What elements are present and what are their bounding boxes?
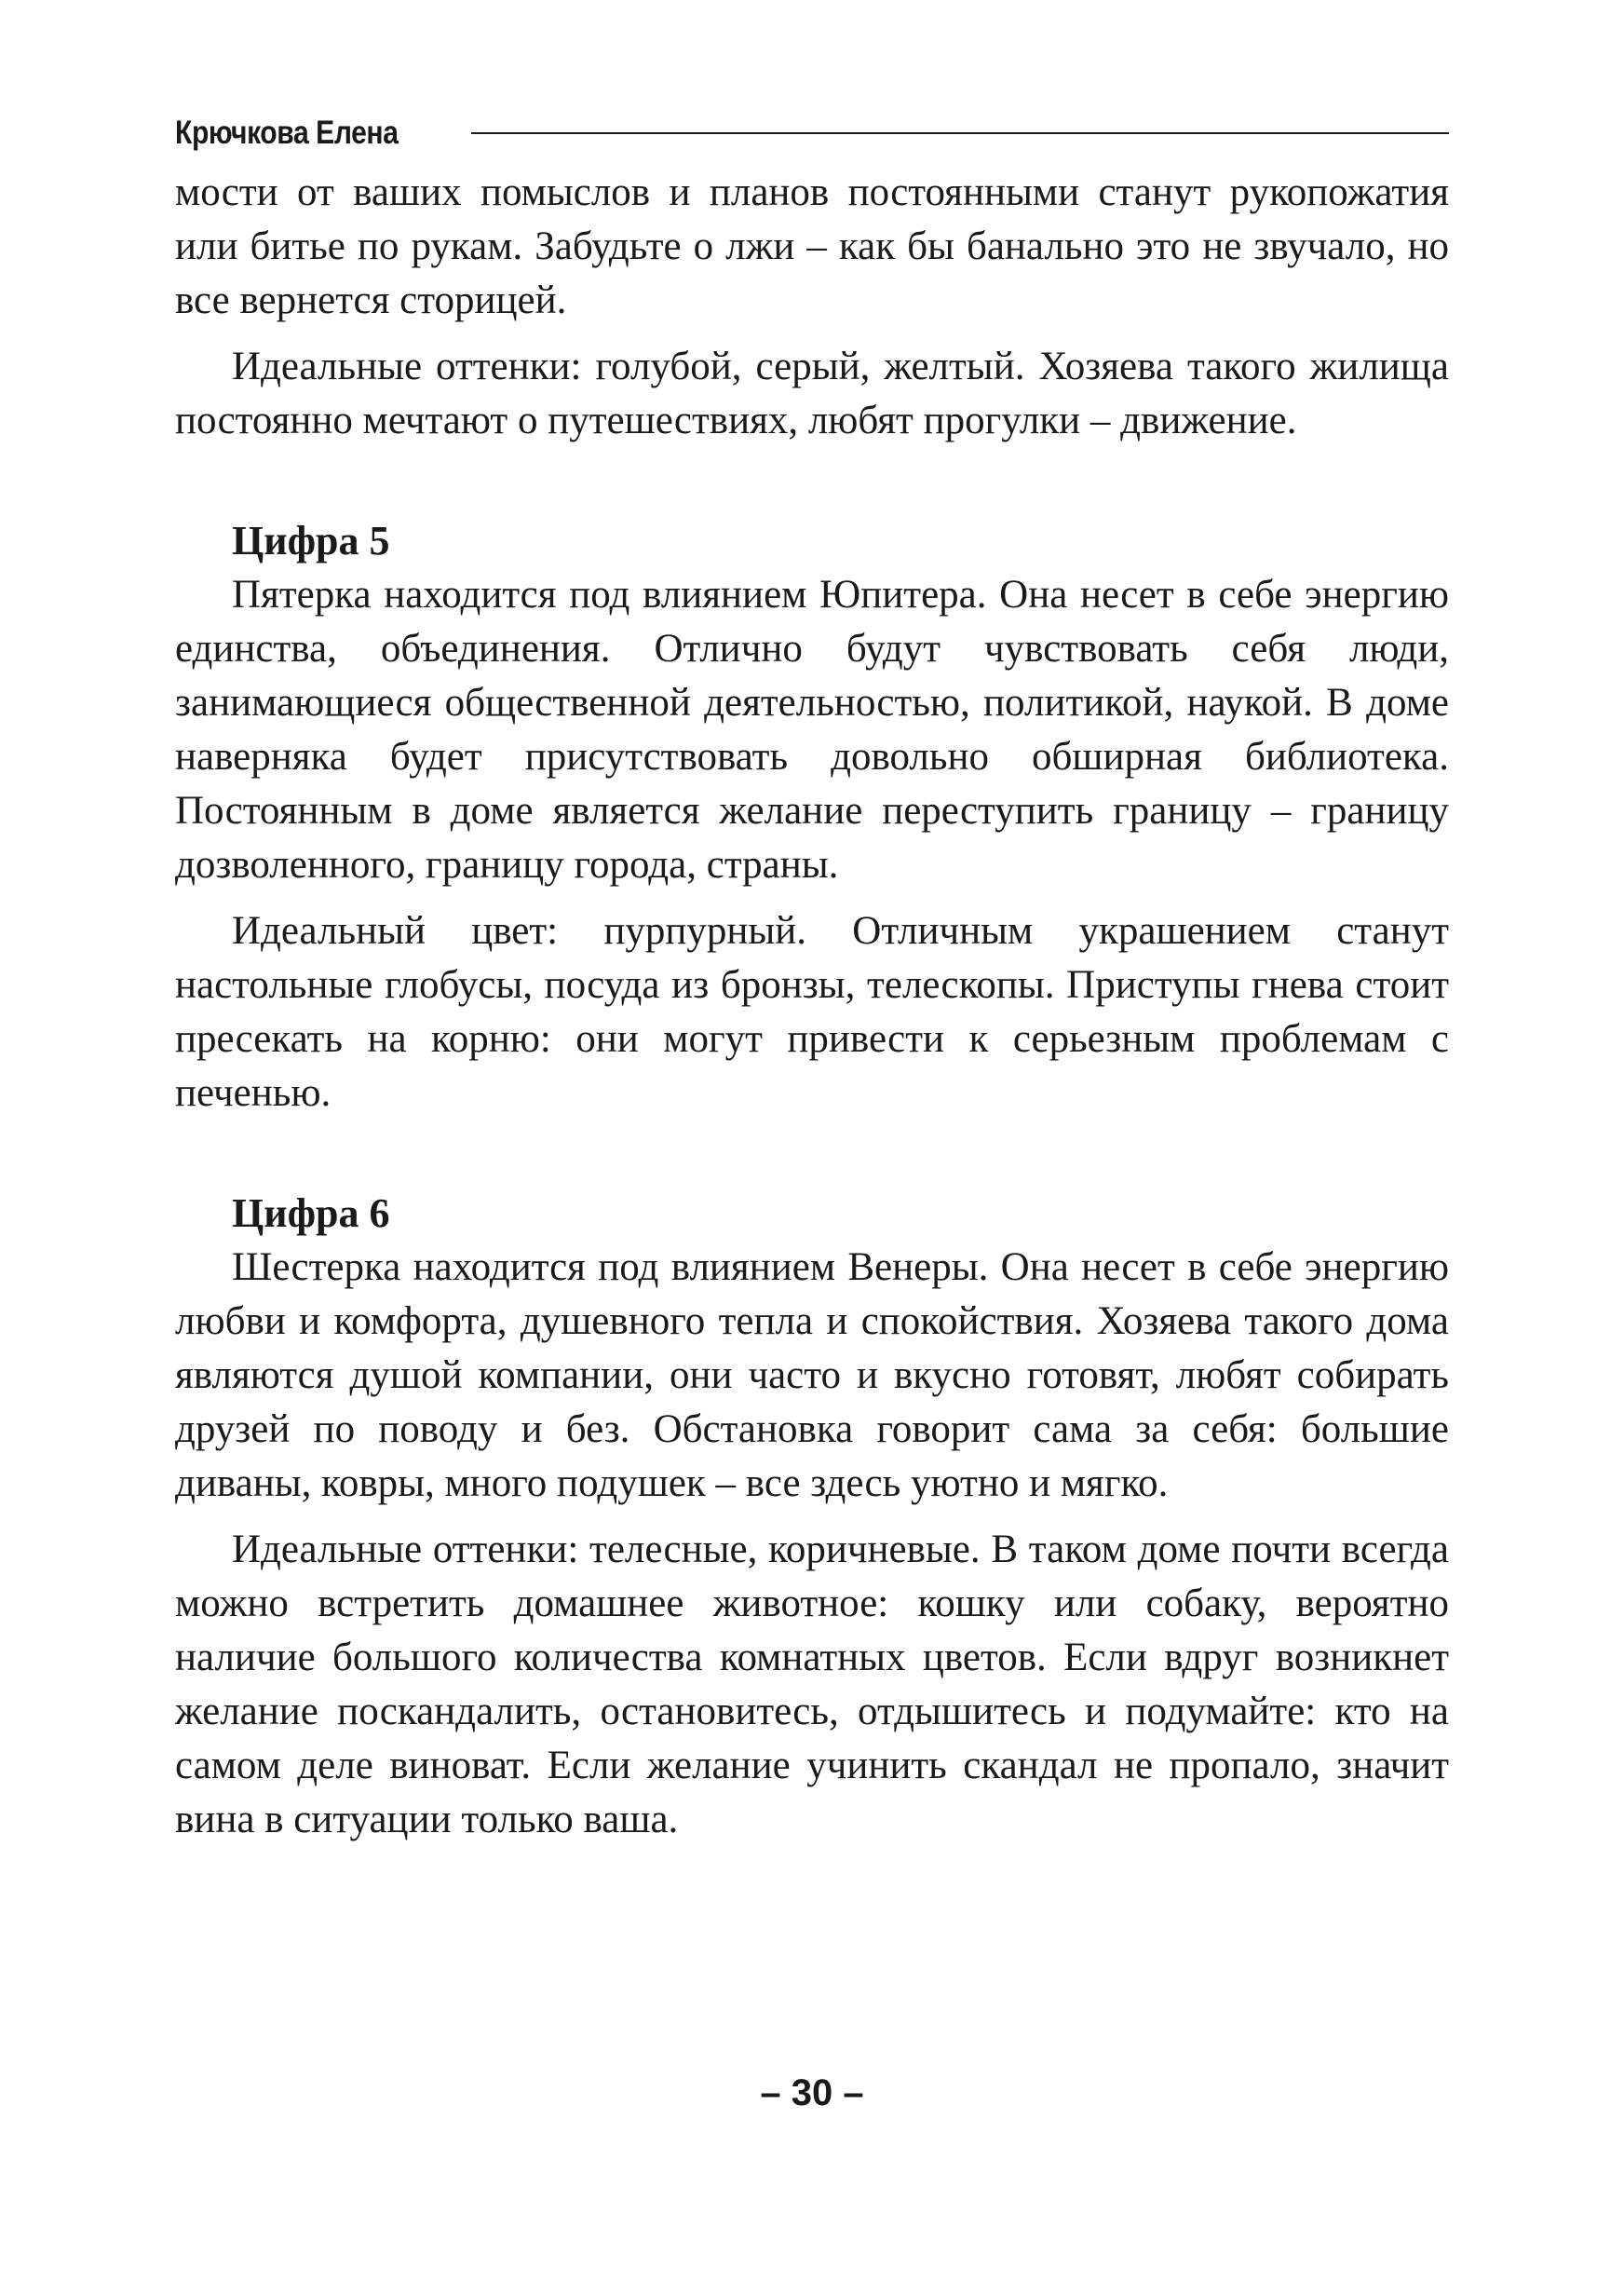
section-heading-5: Цифра 5: [232, 518, 390, 564]
paragraph: Идеальный цвет: пурпурный. Отличным украшением станут настольные глобусы, посуда из бронзы, телескопы. Приступы гнева стоит пресекать на корню: они могут привести к серьезным проблемам с печенью.: [175, 909, 1449, 1115]
paragraph-gap: [175, 1511, 1449, 1523]
section-gap: [175, 1120, 1449, 1187]
page-number: – 30 –: [760, 2072, 864, 2113]
book-page: [175, 0, 1449, 2295]
running-header: [175, 110, 1449, 156]
paragraph: Пятерка находится под влиянием Юпитера. Она несет в себе энергию единства, объединения. Отлично будут чувствовать себя люди, занимающиеся общественной деятельностью, политикой, наукой. В доме наверняка будет присутствовать довольно обширная библиотека. Постоянным в доме является желание переступить границу – границу дозволенного, границу города, страны.: [175, 573, 1449, 887]
header-rule: [471, 132, 1449, 134]
paragraph: Идеальные оттенки: телесные, коричневые. В таком доме почти всегда можно встретить домашнее животное: кошку или собаку, вероятно наличие большого количества комнатных цветов. Если вдруг возникнет желание поскандалить, остановитесь, отдышитесь и подумайте: кто на самом деле виноват. Если желание учинить скандал не пропало, значит вина в ситуации только ваша.: [175, 1528, 1449, 1841]
paragraph: Идеальные оттенки: голубой, серый, желтый. Хозяева такого жилища постоянно мечтают о путешествиях, любят прогулки – движение.: [175, 345, 1449, 442]
body-text: [175, 166, 1449, 1847]
paragraph-gap: [175, 328, 1449, 340]
paragraph-continuation: мости от ваших помыслов и планов постоянными станут рукопожатия или битье по рукам. Забудьте о лжи – как бы банально это не звучало, но все вернется сторицей.: [175, 170, 1449, 322]
section-heading-6: Цифра 6: [232, 1190, 390, 1236]
header-author: Крючкова Елена: [175, 115, 399, 151]
section-gap: [175, 448, 1449, 514]
paragraph: Шестерка находится под влиянием Венеры. Она несет в себе энергию любви и комфорта, душевного тепла и спокойствия. Хозяева такого дома являются душой компании, они часто и вкусно готовят, любят собирать друзей по поводу и без. Обстановка говорит сама за себя: большие диваны, ковры, много подушек – все здесь уютно и мягко.: [175, 1245, 1449, 1505]
paragraph-gap: [175, 892, 1449, 904]
